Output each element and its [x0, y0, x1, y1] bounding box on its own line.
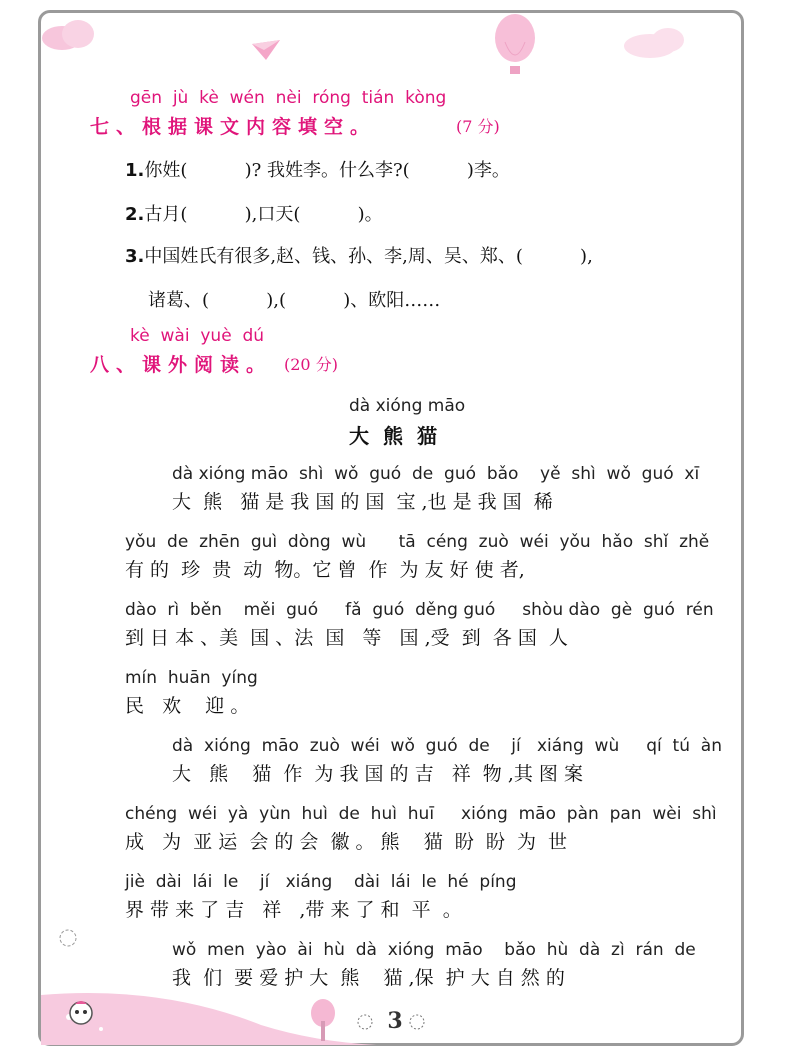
article-line-6-pinyin: chéng wéi yà yùn huì de huì huī xióng māo pàn pan wèi shì: [125, 804, 717, 824]
question-2: [125, 200, 383, 226]
article-line-8-text: 我 们 要 爱 护 大 熊 猫 ,保 护 大 自 然 的: [172, 967, 565, 989]
cloud-decoration-top-left: [40, 14, 100, 54]
question-2-text: 古月( ),口天( )。: [144, 204, 383, 225]
section7-score: (7 分): [456, 117, 500, 136]
article-line-2-pinyin: yǒu de zhēn guì dòng wù tā céng zuò wéi yǒu hǎo shǐ zhě: [125, 532, 710, 552]
article-title: 大熊猫: [349, 424, 451, 448]
section7-pinyin: gēn jù kè wén nèi róng tián kòng: [130, 88, 447, 108]
article-line-5-text: 大 熊 猫 作 为 我 国 的 吉 祥 物 ,其 图 案: [172, 763, 583, 785]
section8-pinyin: kè wài yuè dú: [130, 326, 265, 346]
article-line-3-text: 到 日 本 、美 国 、法 国 等 国 ,受 到 各 国 人: [125, 627, 568, 649]
question-1: [125, 156, 510, 182]
cartoon-character-icon: [66, 998, 96, 1028]
question-1-number: 1.: [125, 160, 145, 181]
article-title-pinyin: dà xióng māo: [349, 396, 466, 416]
article-line-4-pinyin: mín huān yíng: [125, 668, 258, 688]
article-line-3-pinyin: dào rì běn měi guó fǎ guó děng guó shòu dào gè guó rén: [125, 600, 714, 620]
section8-score: (20 分): [284, 355, 338, 374]
paper-plane-icon: [250, 38, 282, 62]
section8-title: 八、课外阅读。: [90, 354, 273, 376]
article-line-4-text: 民 欢 迎 。: [125, 695, 250, 717]
question-2-number: 2.: [125, 204, 145, 225]
article-line-5-pinyin: dà xióng māo zuò wéi wǒ guó de jí xiáng wù qí tú àn: [172, 736, 723, 756]
article-line-8-pinyin: wǒ men yào ài hù dà xióng māo bǎo hù dà zì rán de: [172, 940, 696, 960]
article-line-1-pinyin: dà xióng māo shì wǒ guó de guó bǎo yě shì wǒ guó xī: [172, 464, 700, 484]
question-3-text: 中国姓氏有很多,赵、钱、孙、李,周、吴、郑、( ),: [144, 246, 593, 267]
article-line-1-text: 大 熊 猫 是 我 国 的 国 宝 ,也 是 我 国 稀: [172, 491, 553, 513]
article-line-2-text: 有 的 珍 贵 动 物。它 曾 作 为 友 好 使 者,: [125, 559, 525, 581]
question-1-text: 你姓( )? 我姓李。什么李?( )李。: [144, 160, 510, 181]
cloud-decoration-top-right: [620, 22, 690, 62]
question-3-continuation: 诸葛、( ),( )、欧阳……: [148, 290, 441, 311]
flower-decoration-left: [56, 926, 80, 950]
article-line-6-text: 成 为 亚 运 会 的 会 徽 。 熊 猫 盼 盼 为 世: [125, 831, 568, 853]
page-number: 3: [387, 1008, 403, 1034]
question-3-number: 3.: [125, 246, 145, 267]
hot-air-balloon-icon: [492, 12, 538, 82]
question-3: [125, 242, 593, 268]
section7-title: 七、根据课文内容填空。: [90, 116, 377, 138]
article-line-7-pinyin: jiè dài lái le jí xiáng dài lái le hé píng: [125, 872, 517, 892]
article-line-7-text: 界 带 来 了 吉 祥 ,带 来 了 和 平 。: [125, 899, 462, 921]
